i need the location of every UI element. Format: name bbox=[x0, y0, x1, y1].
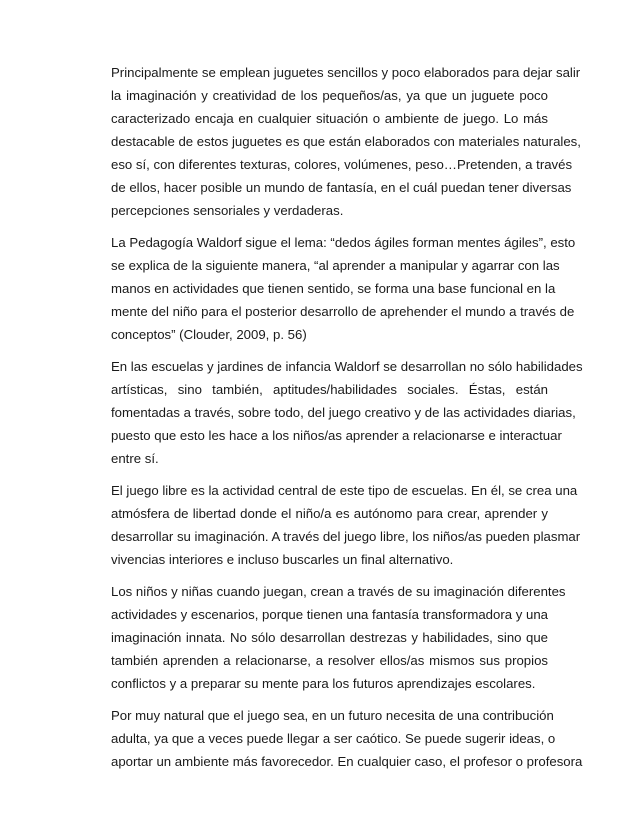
text-line: manos en actividades que tienen sentido, se forma una base funcional en la bbox=[111, 281, 556, 296]
text-line: entre sí. bbox=[111, 451, 159, 466]
text-line: la imaginación y creatividad de los pequeños/as, ya que un juguete poco bbox=[111, 88, 548, 103]
text-line: de ellos, hacer posible un mundo de fantasía, en el cuál puedan tener diversas bbox=[111, 180, 572, 195]
paragraph-free-play bbox=[111, 479, 581, 571]
text-line: Principalmente se emplean juguetes sencillos y poco elaborados para dejar salir bbox=[111, 65, 581, 80]
text-line: artísticas, sino también, aptitudes/habilidades sociales. Éstas, están bbox=[111, 382, 548, 397]
text-line: también aprenden a relacionarse, a resolver ellos/as mismos sus propios bbox=[111, 653, 548, 668]
text-line: El juego libre es la actividad central de este tipo de escuelas. En él, se crea una bbox=[111, 483, 578, 498]
text-line: actividades y escenarios, porque tienen una fantasía transformadora y una bbox=[111, 607, 548, 622]
text-line: eso sí, con diferentes texturas, colores, volúmenes, peso…Pretenden, a través bbox=[111, 157, 573, 172]
text-line: fomentadas a través, sobre todo, del juego creativo y de las actividades diarias, bbox=[111, 405, 576, 420]
text-line: percepciones sensoriales y verdaderas. bbox=[111, 203, 344, 218]
paragraph-children-play bbox=[111, 580, 566, 695]
paragraph-waldorf-motto bbox=[111, 231, 576, 346]
text-line: Los niños y niñas cuando juegan, crean a través de su imaginación diferentes bbox=[111, 584, 566, 599]
paragraph-adult-contribution bbox=[111, 704, 583, 773]
paragraph-toys bbox=[111, 61, 581, 222]
text-line: puesto que esto les hace a los niños/as aprender a relacionarse e interactuar bbox=[111, 428, 562, 443]
text-line: caracterizado encaja en cualquier situación o ambiente de juego. Lo más bbox=[111, 111, 548, 126]
text-line: se explica de la siguiente manera, “al aprender a manipular y agarrar con las bbox=[111, 258, 560, 273]
text-line: imaginación innata. No sólo desarrollan destrezas y habilidades, sino que bbox=[111, 630, 548, 645]
document-body bbox=[111, 61, 583, 782]
text-line: mente del niño para el posterior desarrollo de aprehender el mundo a través de bbox=[111, 304, 575, 319]
text-line: conflictos y a preparar su mente para los futuros aprendizajes escolares. bbox=[111, 676, 536, 691]
text-line: La Pedagogía Waldorf sigue el lema: “dedos ágiles forman mentes ágiles”, esto bbox=[111, 235, 576, 250]
text-line: conceptos” (Clouder, 2009, p. 56) bbox=[111, 327, 307, 342]
text-line: En las escuelas y jardines de infancia Waldorf se desarrollan no sólo habilidades bbox=[111, 359, 583, 374]
text-line: vivencias interiores e incluso buscarles un final alternativo. bbox=[111, 552, 454, 567]
text-line: atmósfera de libertad donde el niño/a es autónomo para crear, aprender y bbox=[111, 506, 548, 521]
text-line: adulta, ya que a veces puede llegar a ser caótico. Se puede sugerir ideas, o bbox=[111, 731, 556, 746]
text-line: desarrollar su imaginación. A través del juego libre, los niños/as pueden plasmar bbox=[111, 529, 581, 544]
paragraph-schools bbox=[111, 355, 583, 470]
text-line: Por muy natural que el juego sea, en un futuro necesita de una contribución bbox=[111, 708, 554, 723]
text-line: aportar un ambiente más favorecedor. En cualquier caso, el profesor o profesora bbox=[111, 754, 583, 769]
text-line: destacable de estos juguetes es que están elaborados con materiales naturales, bbox=[111, 134, 581, 149]
